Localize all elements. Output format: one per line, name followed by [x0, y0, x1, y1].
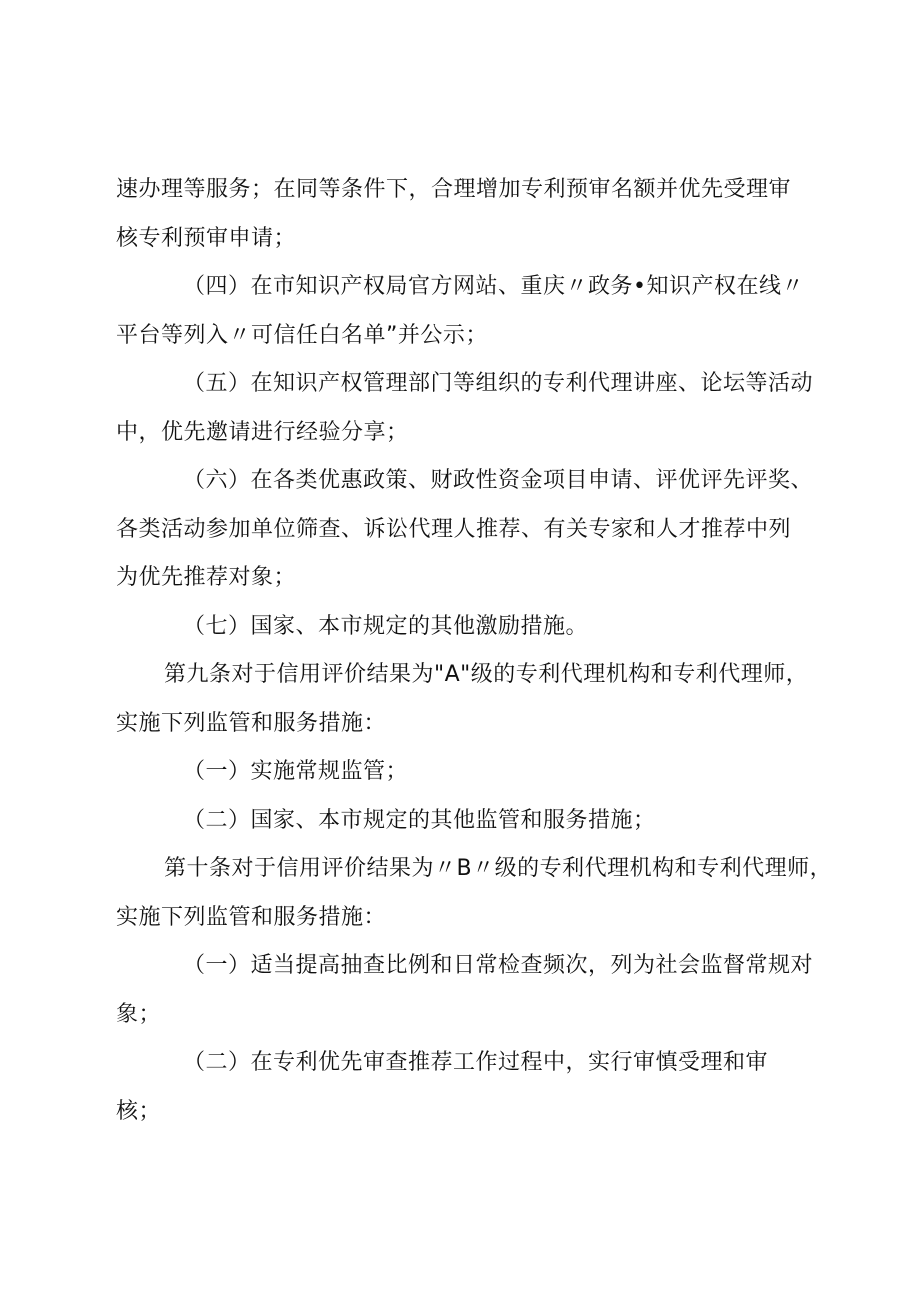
- paragraph-line: （五）在知识产权管理部门等组织的专利代理讲座、论坛等活动: [183, 371, 814, 396]
- paragraph-line: 第九条对于信用评价结果为"A"级的专利代理机构和专利代理师，: [164, 662, 809, 687]
- paragraph-line: （一）适当提高抽查比例和日常检查频次，列为社会监督常规对: [183, 953, 814, 978]
- paragraph-line: （一）实施常规监管；: [183, 759, 409, 784]
- paragraph-line: （二）国家、本市规定的其他监管和服务措施；: [183, 808, 656, 833]
- paragraph-line: （二）在专利优先审查推荐工作过程中，实行审慎受理和审: [183, 1050, 769, 1075]
- paragraph-line: 核；: [116, 1099, 162, 1124]
- paragraph-line: （六）在各类优惠政策、财政性资金项目申请、评优评先评奖、: [183, 468, 814, 493]
- paragraph-line: 速办理等服务；在同等条件下，合理增加专利预审名额并优先受理审: [116, 177, 792, 202]
- paragraph-line: 平台等列入〃可信任白名单”并公示；: [116, 323, 488, 348]
- paragraph-line: 实施下列监管和服务措施：: [116, 711, 387, 736]
- paragraph-line: 各类活动参加单位筛查、诉讼代理人推荐、有关专家和人才推荐中列: [116, 517, 792, 542]
- paragraph-line: 中，优先邀请进行经验分享；: [116, 420, 409, 445]
- paragraph-line: （四）在市知识产权局官方网站、重庆〃政务•知识产权在线〃: [183, 274, 804, 299]
- paragraph-line: 第十条对于信用评价结果为〃B〃级的专利代理机构和专利代理师，: [164, 856, 833, 881]
- paragraph-line: 为优先推荐对象；: [116, 565, 297, 590]
- paragraph-line: 核专利预审申请；: [116, 226, 297, 251]
- paragraph-line: （七）国家、本市规定的其他激励措施。: [183, 614, 589, 639]
- paragraph-line: 实施下列监管和服务措施：: [116, 905, 387, 930]
- paragraph-line: 象；: [116, 1002, 162, 1027]
